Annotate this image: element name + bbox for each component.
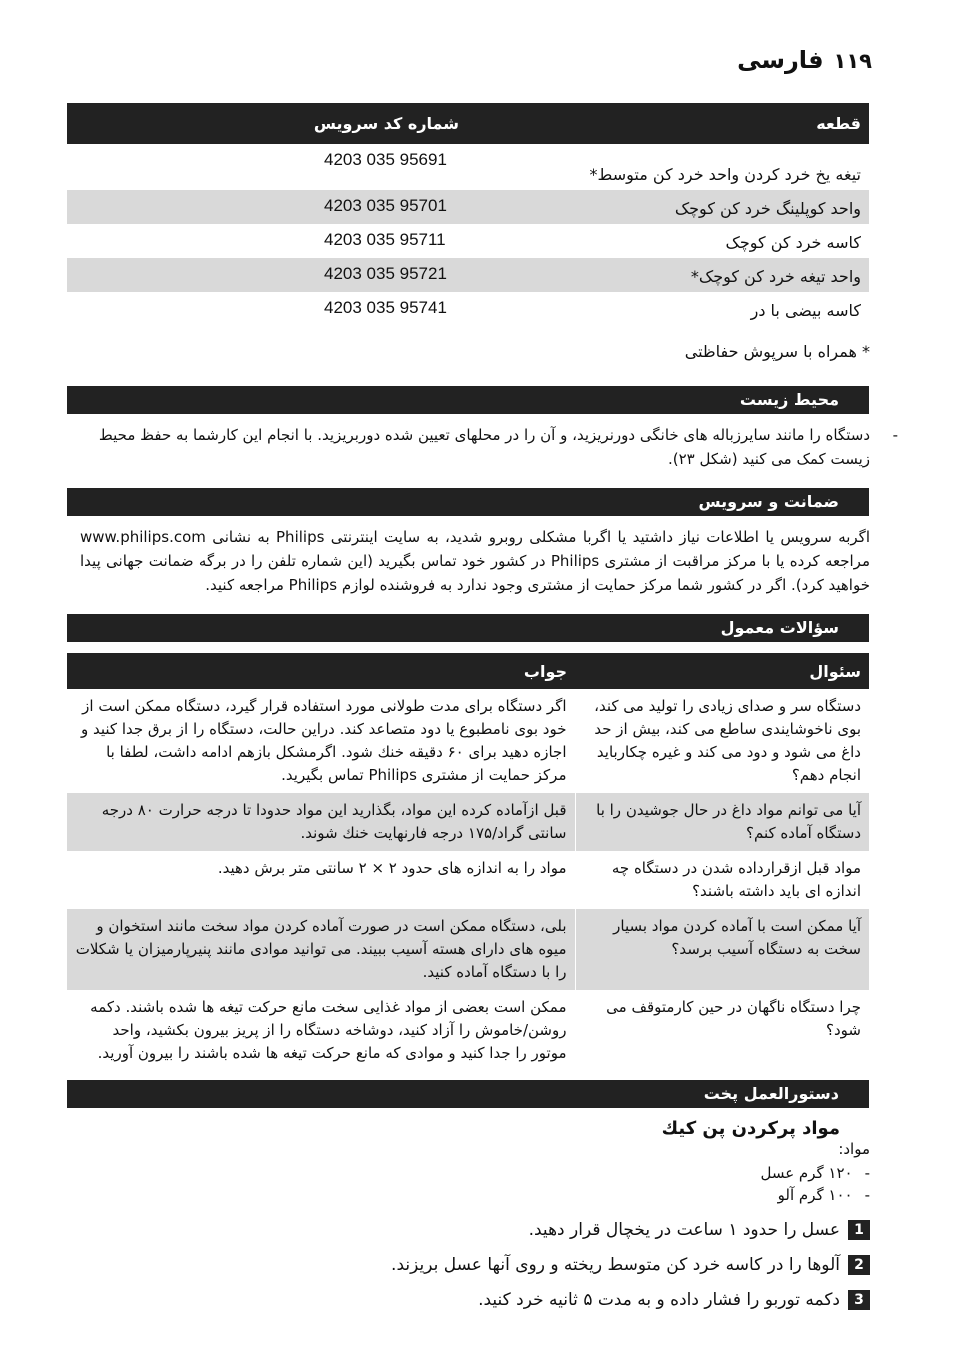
ingredient-item: -۱۲۰ گرم عسل xyxy=(760,1164,870,1182)
part-name: واحد تیغه خرد کن کوچک* xyxy=(690,267,861,286)
recipe-step xyxy=(478,1290,870,1310)
step-text: آلوها را در کاسه خرد کن متوسط ریخته و روی آنها عسل بریزند. xyxy=(391,1255,840,1275)
table-row xyxy=(67,224,869,258)
table-row xyxy=(67,258,869,292)
section-title-warranty: ضمانت و سرویس xyxy=(67,488,869,516)
service-code: 4203 035 95741 xyxy=(324,298,447,317)
ingredient-item: -۱۰۰ گرم آلو xyxy=(777,1186,870,1204)
column-header-service-code: شماره کد سرویس xyxy=(313,114,459,133)
page-header xyxy=(737,46,872,74)
table-row xyxy=(67,851,869,909)
faq-question: مواد قبل ازقرارداده شدن در دستگاه چه اندازه ای باید داشته باشند؟ xyxy=(611,859,861,900)
table-row xyxy=(67,793,869,851)
faq-answer: بلی، دستگاه ممکن است در صورت آماده کردن مواد سخت مانند استخوان و میوه های دارای هسته آسیب ببیند. می توانید موادی مانند پنیرپارمیزان یا شکلات را با دستگاه آماده کنید. xyxy=(67,909,575,990)
faq-header-row xyxy=(67,653,869,689)
table-row xyxy=(67,292,869,326)
part-name: کاسه بیضی با در xyxy=(750,301,861,320)
faq-question: آیا ممکن است با آماده کردن مواد بسیار سخت به دستگاه آسیب برسد؟ xyxy=(575,909,869,990)
ingredient-text: ۱۰۰ گرم آلو xyxy=(777,1186,853,1204)
column-header-part: قطعه xyxy=(816,114,861,133)
column-header-answer: جواب xyxy=(67,653,575,689)
column-header-question: سئوال xyxy=(575,653,869,689)
recipe-step xyxy=(391,1255,870,1275)
parts-table xyxy=(67,103,869,326)
faq-question: چرا دستگاه ناگهان در حین کارمتوقف می شود؟ xyxy=(606,998,861,1039)
step-text: دکمه توربو را فشار داده و به مدت ۵ ثانیه خرد کنید. xyxy=(478,1290,840,1310)
part-name: تیغه یخ خرد کردن واحد خرد کن متوسط* xyxy=(589,165,861,184)
table-row xyxy=(67,689,869,793)
service-code: 4203 035 95691 xyxy=(324,150,447,169)
table-row xyxy=(67,990,869,1071)
step-number: 2 xyxy=(848,1255,870,1275)
step-text: عسل را حدود ۱ ساعت در یخچال قرار دهید. xyxy=(528,1220,840,1240)
parts-table-header xyxy=(67,103,869,144)
part-name: واحد کوپلینگ خرد کن کوچک xyxy=(674,199,861,218)
parts-footnote: * همراه با سرپوش حفاظتی xyxy=(684,342,870,361)
service-code: 4203 035 95711 xyxy=(324,230,446,249)
table-row xyxy=(67,144,869,190)
environment-text xyxy=(80,423,898,471)
faq-answer: مواد را به اندازه های حدود ۲ × ۲ سانتی متر برش دهید. xyxy=(67,851,575,909)
service-code: 4203 035 95721 xyxy=(324,264,447,283)
faq-answer: ممکن است بعضی از مواد غذایی سخت مانع حرکت تیغه ها شده باشند. دکمه روشن/خاموش را آزاد کنید، دوشاخه دستگاه را از پریز بیرون بکشید، واحد موتور را جدا کنید و موادی که مانع حرکت تیغه ها شده باشند را بیرون آورید. xyxy=(67,990,575,1071)
environment-paragraph: دستگاه را مانند سایرزباله های خانگی دورنریزید، و آن را در محلهای تعیین شده دوربریزید. با انجام این کارشما به حفظ محیط زیست کمک می کنید (شکل ۲۳). xyxy=(98,426,870,468)
section-title-environment: محیط زیست xyxy=(67,386,869,414)
page-number: ۱۱۹ xyxy=(833,49,872,73)
faq-question: آیا می توانم مواد داغ در حال جوشیدن را با دستگاه آماده کنم؟ xyxy=(575,793,869,851)
ingredient-text: ۱۲۰ گرم عسل xyxy=(760,1164,853,1182)
recipe-title: مواد پرکردن پن کیك xyxy=(661,1118,840,1139)
step-number: 3 xyxy=(848,1290,870,1310)
table-row xyxy=(67,909,869,990)
page-language-title: فارسی xyxy=(737,46,824,74)
section-title-faq: سؤالات معمول xyxy=(67,614,869,642)
faq-table xyxy=(67,653,869,1071)
section-title-recipes: دستورالعمل پخت xyxy=(67,1080,869,1108)
faq-question: دستگاه سر و صدای زیادی را تولید می کند، بوی ناخوشایندی ساطع می کند، بیش از حد داغ می شود و دود می کند و غیره چکارباید انجام دهم؟ xyxy=(594,697,861,784)
warranty-paragraph: اگربه سرویس یا اطلاعات نیاز داشتید یا اگربا مشکلی روبرو شدید، به سایت اینترنتی Philips به نشانی www.philips.com مراجعه کرده یا با مرکز مراقبت از مشتری Philips در کشور خود تماس بگیرید (این شماره تلفن را در برگه ضمانت جهانی پیدا خواهید کرد). اگر در کشور شما مرکز حمایت از مشتری وجود ندارد به فروشنده لوازم Philips مراجعه کنید. xyxy=(80,528,870,594)
recipe-step xyxy=(529,1220,870,1240)
service-code: 4203 035 95701 xyxy=(324,196,447,215)
step-number: 1 xyxy=(848,1220,870,1240)
faq-answer: اگر دستگاه برای مدت طولانی مورد استفاده قرار گیرد، دستگاه ممکن است از خود بوی نامطبوع یا دود متصاعد کند. دراین حالت، دستگاه را از برق جدا کنید و اجازه دهید برای ۶۰ دقیقه خنك شود. اگرمشکل بازهم ادامه داشت، لطفا با مرکز حمایت از مشتری Philips تماس بگیرید. xyxy=(67,689,575,793)
list-dash: - xyxy=(892,426,898,444)
faq-answer: قبل ازآماده کرده این مواد، بگذارید این مواد حدودا تا درجه حرارت ۸۰ درجه سانتی گراد/۱۷۵ درجه فارنهایت خنك شوند. xyxy=(67,793,575,851)
part-name: کاسه خرد کن کوچک xyxy=(725,233,861,252)
table-row xyxy=(67,190,869,224)
ingredients-label: مواد: xyxy=(838,1140,870,1158)
